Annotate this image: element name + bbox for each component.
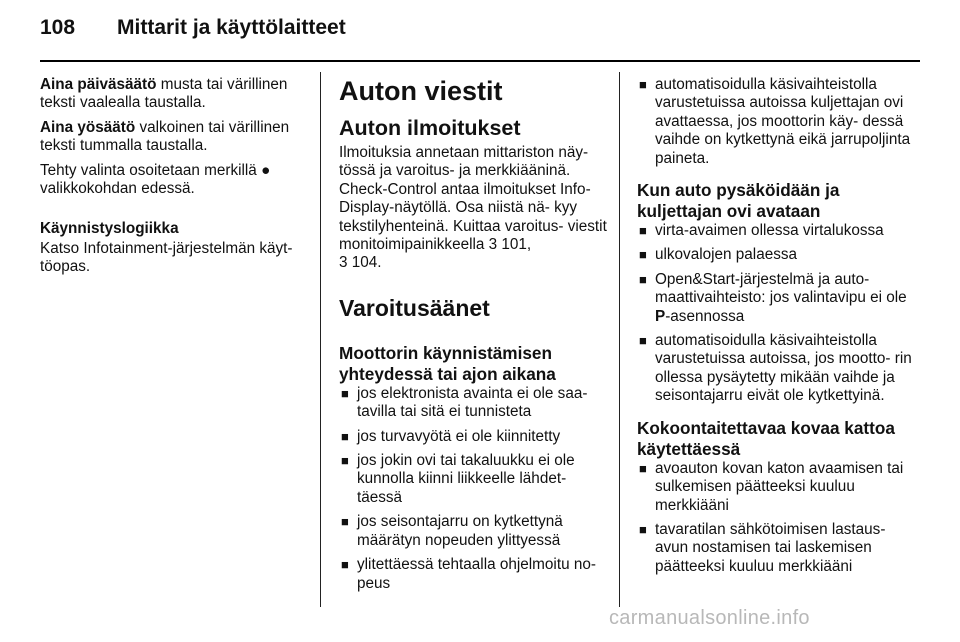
term-day-mode: Aina päiväsäätö xyxy=(40,76,157,93)
list-item xyxy=(339,428,607,446)
square-bullet-icon xyxy=(639,521,647,539)
gear-position-p: P xyxy=(655,307,666,325)
square-bullet-icon xyxy=(639,332,647,350)
square-bullet-icon xyxy=(341,428,349,446)
square-bullet-icon xyxy=(341,385,349,403)
paragraph-night-mode xyxy=(40,119,312,156)
paragraph-selection-marker xyxy=(40,162,312,199)
header-rule xyxy=(40,60,920,62)
column-divider-1 xyxy=(320,72,321,607)
list-item-text: avoauton kovan katon avaamisen tai sulkemisen päätteeksi kuuluu merkkiääni xyxy=(655,459,904,514)
square-bullet-icon xyxy=(639,222,647,240)
list-item xyxy=(637,521,912,576)
list-item-text: ylitettäessä tehtaalla ohjelmoitu no- peus xyxy=(357,556,596,592)
list-item-text: jos seisontajarru on kytkettynä määrätyn nopeuden ylittyessä xyxy=(357,513,563,549)
heading-folding-roof: Kokoontaitettavaa kovaa kattoa käytettäessä xyxy=(637,417,895,459)
list-item xyxy=(637,460,912,515)
column-3 xyxy=(637,76,912,576)
list-item xyxy=(339,385,607,422)
page-header xyxy=(40,16,920,46)
day-mode-text: musta tai värillinen teksti vaalealla taustalla. xyxy=(40,76,288,112)
list-item xyxy=(637,271,912,326)
paragraph-day-mode xyxy=(40,76,312,113)
heading-vehicle-messages: Auton viestit xyxy=(339,76,503,106)
list-item xyxy=(637,246,912,264)
square-bullet-icon xyxy=(341,556,349,574)
warning-list-driving xyxy=(339,385,607,593)
list-item-text: jos elektronista avainta ei ole saa- tavilla tai sitä ei tunnisteta xyxy=(357,384,588,421)
list-item-text: jos turvavyötä ei ole kiinnitetty xyxy=(357,427,561,445)
list-item-text: virta-avaimen ollessa virtalukossa xyxy=(655,222,884,240)
page-ref-link-101[interactable]: 3 101, xyxy=(488,236,532,254)
list-item xyxy=(637,332,912,406)
square-bullet-icon xyxy=(639,76,647,94)
list-item-text: Open&Start-järjestelmä ja auto- maattivaihteisto: jos valintavipu ei ole xyxy=(655,270,907,307)
list-item xyxy=(339,556,607,593)
heading-vehicle-notifications: Auton ilmoitukset xyxy=(339,116,521,140)
warning-list-continued xyxy=(637,76,912,168)
heading-warning-chimes: Varoitusäänet xyxy=(339,294,490,321)
page-title: Mittarit ja käyttölaitteet xyxy=(117,16,346,39)
list-item-text: ulkovalojen palaessa xyxy=(655,246,798,264)
selection-marker-icon: ● xyxy=(261,161,271,179)
list-item-text: automatisoidulla käsivaihteistolla varustetuissa autoissa kuljettajan ovi avattaessa, jos moottorin käy- dessä vaihde on kytkettynä eikä jarrupoljinta paineta. xyxy=(655,76,911,167)
paragraph-infotainment-ref: Katso Infotainment-järjestelmän käyt- töopas. xyxy=(40,239,293,276)
list-item xyxy=(637,76,912,168)
list-item xyxy=(339,452,607,507)
list-item xyxy=(339,513,607,550)
heading-parking: Kun auto pysäköidään ja kuljettajan ovi avataan xyxy=(637,180,840,222)
intro-text: Ilmoituksia annetaan mittariston näy- tössä ja varoitus- ja merkkiääninä. Check-Control antaa ilmoitukset Info-Display-näytöllä. Osa niistä nä- kyy tekstilyhenteinä. Kuittaa varoitus- viestit monitoimipainikkeella xyxy=(339,144,607,254)
page-ref-link-104[interactable]: 3 104. xyxy=(339,254,382,272)
square-bullet-icon xyxy=(639,271,647,289)
selection-text: Tehty valinta osoitetaan merkillä xyxy=(40,161,262,179)
column-divider-2 xyxy=(619,72,620,607)
night-mode-text: valkoinen tai värillinen teksti tummalla taustalla. xyxy=(40,118,290,155)
selection-text-rest: valikkokohdan edessä. xyxy=(40,180,195,198)
list-item-text: tavaratilan sähkötoimisen lastaus- avun nostamisen tai laskemisen päätteeksi kuuluu merkkiääni xyxy=(655,520,886,575)
column-1 xyxy=(40,76,312,277)
square-bullet-icon xyxy=(639,460,647,478)
warning-list-parking xyxy=(637,222,912,406)
watermark: carmanualsonline.info xyxy=(609,607,810,629)
list-item-text: automatisoidulla käsivaihteistolla varustetuissa autoissa, jos mootto- rin ollessa pysäytetty mikään vaihde ja seisontajarru eivät ole kytkettyinä. xyxy=(655,332,912,405)
term-night-mode: Aina yösäätö xyxy=(40,118,136,136)
square-bullet-icon xyxy=(341,452,349,470)
list-item xyxy=(637,222,912,240)
heading-engine-start: Moottorin käynnistämisen yhteydessä tai ajon aikana xyxy=(339,342,556,384)
list-item-text-rest: -asennossa xyxy=(665,307,745,325)
list-item-text: jos jokin ovi tai takaluukku ei ole kunnolla kiinni liikkeelle lähdet- täessä xyxy=(357,452,575,506)
page-number: 108 xyxy=(40,16,76,39)
warning-list-roof xyxy=(637,460,912,576)
subheading-start-logic: Käynnistyslogiikka xyxy=(40,220,179,238)
paragraph-notifications-intro xyxy=(339,144,607,273)
column-2 xyxy=(339,76,607,593)
square-bullet-icon xyxy=(639,246,647,264)
square-bullet-icon xyxy=(341,513,349,531)
